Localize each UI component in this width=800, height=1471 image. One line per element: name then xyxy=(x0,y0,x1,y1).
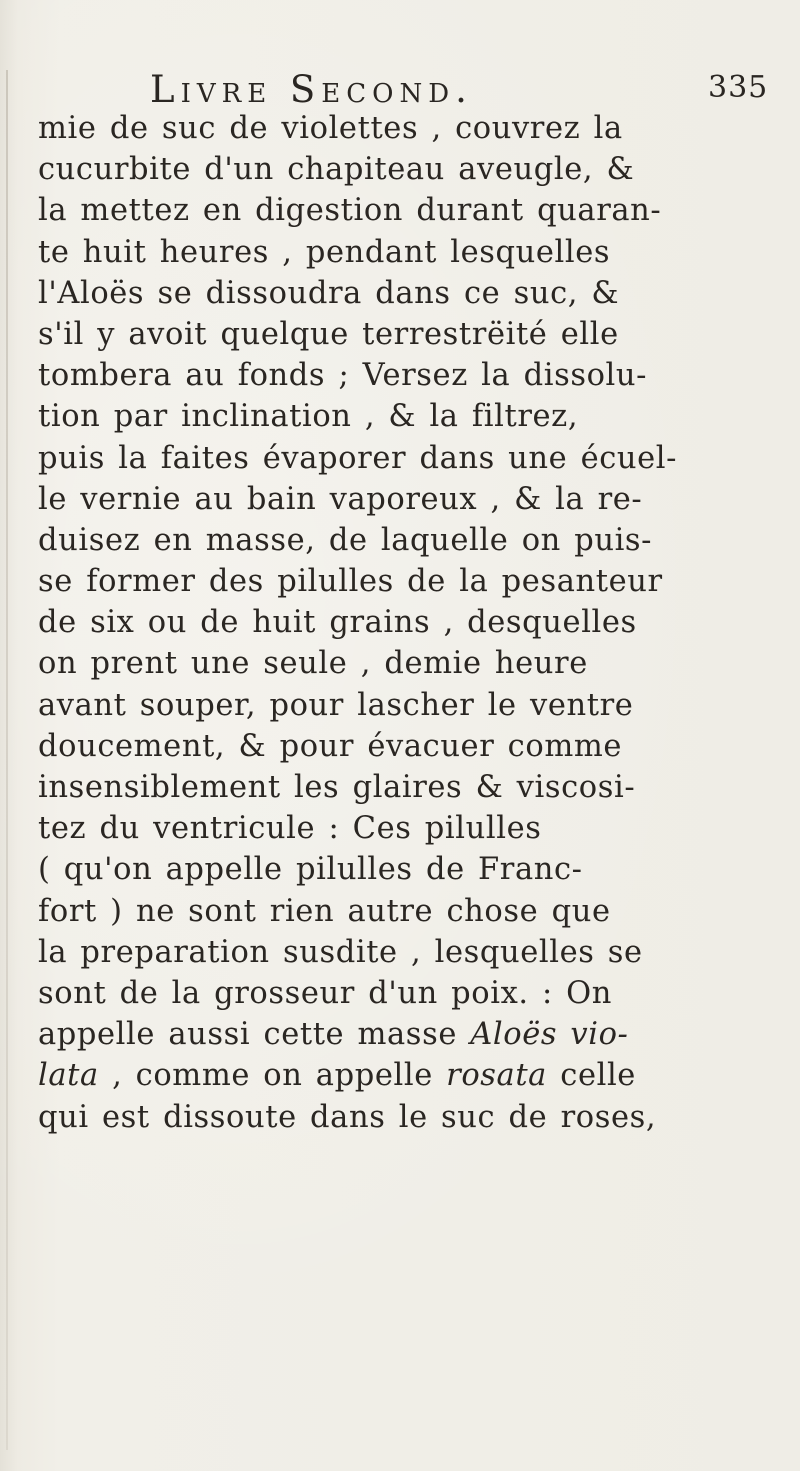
text-line: puis la faites évaporer dans une écuel- xyxy=(38,440,678,476)
text-line: ( qu'on appelle pilulles de Franc- xyxy=(38,852,583,888)
text-line: avant souper, pour lascher le ventre xyxy=(38,687,634,723)
text-line: tion par inclination , & la filtrez, xyxy=(38,399,579,435)
text-line: insensiblement les glaires & viscosi- xyxy=(38,770,636,805)
text-line: de six ou de huit grains , desquelles xyxy=(38,605,637,641)
text-segment: appelle aussi cette masse xyxy=(38,1017,471,1053)
text-line: tombera au fonds ; Versez la dissolu- xyxy=(38,358,648,394)
page-number: 335 xyxy=(708,70,769,105)
text-line: on prent une seule , demie heure xyxy=(38,646,588,682)
body-text xyxy=(38,108,778,1138)
text-line: fort ) ne sont rien autre chose que xyxy=(38,893,611,929)
text-line: s'il y avoit quelque terrestrëité elle xyxy=(38,316,619,352)
italic-term: Aloës vio- xyxy=(470,1017,629,1053)
text-line: se former des pilulles de la pesanteur xyxy=(38,564,663,600)
text-line: duisez en masse, de laquelle on puis- xyxy=(38,522,653,558)
text-line: mie de suc de violettes , couvrez la xyxy=(38,111,623,146)
text-line: tez du ventricule : Ces pilulles xyxy=(38,811,542,847)
text-line: doucement, & pour évacuer comme xyxy=(38,728,623,764)
running-head: Livre Second. xyxy=(150,68,473,111)
text-line: qui est dissoute dans le suc de roses, xyxy=(38,1099,657,1135)
text-line xyxy=(38,1014,778,1055)
text-segment: celle xyxy=(546,1058,636,1094)
text-line xyxy=(38,1055,778,1096)
text-line: la preparation susdite , lesquelles se xyxy=(38,934,643,970)
text-line: cucurbite d'un chapiteau aveugle, & xyxy=(38,152,635,188)
italic-term: lata xyxy=(38,1058,99,1094)
text-segment: , comme on appelle xyxy=(98,1058,447,1094)
italic-term: rosata xyxy=(446,1058,547,1094)
text-line: sont de la grosseur d'un poix. : On xyxy=(38,975,612,1011)
binding-gutter xyxy=(6,70,8,1450)
text-line: la mettez en digestion durant quaran- xyxy=(38,193,662,229)
text-line: te huit heures , pendant lesquelles xyxy=(38,234,611,270)
text-line: l'Aloës se dissoudra dans ce suc, & xyxy=(38,275,620,311)
text-line: le vernie au bain vaporeux , & la re- xyxy=(38,481,643,517)
